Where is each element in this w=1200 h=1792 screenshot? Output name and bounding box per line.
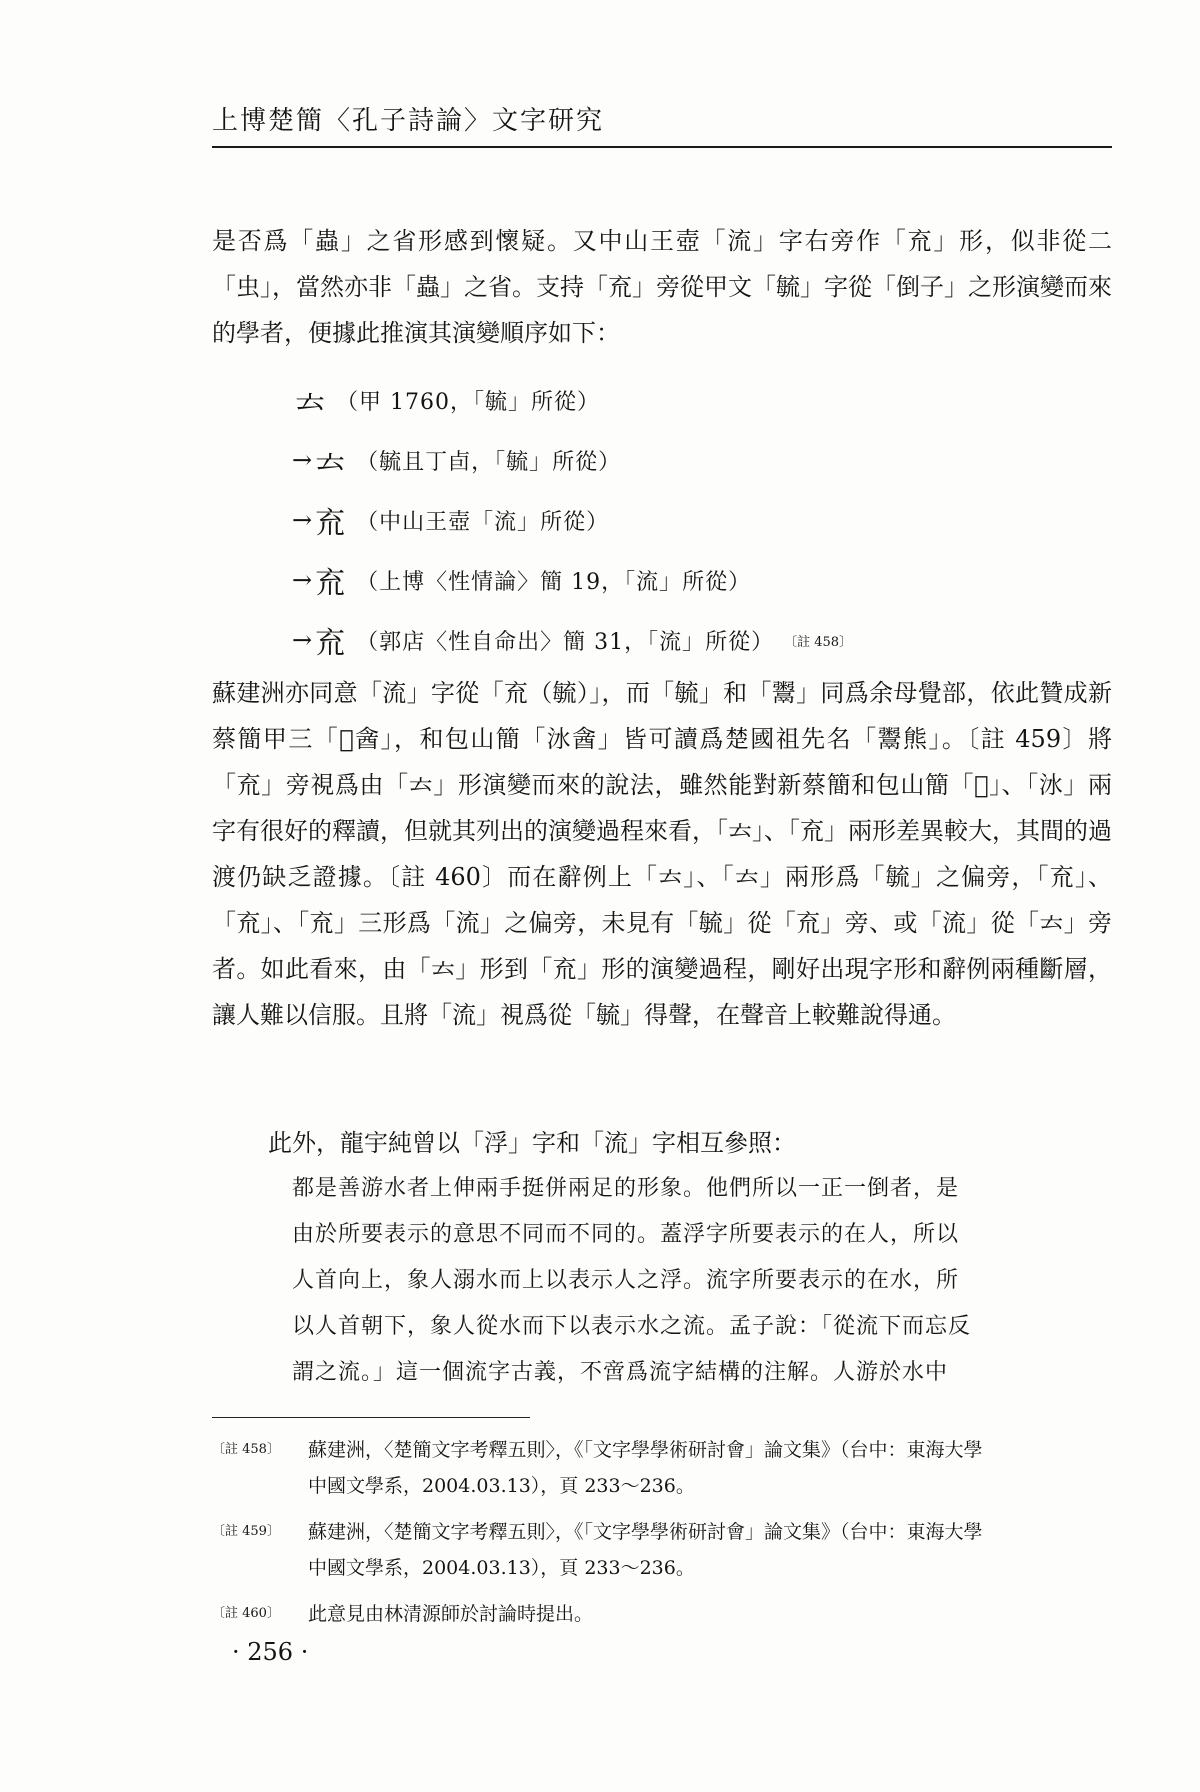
footnote-text: 此意見由林清源師於討論時提出。 — [308, 1603, 594, 1625]
quote-line: 以人首朝下，象人從水而下以表示水之流。孟子說：「從流下而忘反 — [292, 1314, 972, 1339]
sequence-caption: （甲 1760，「毓」所從） — [336, 389, 600, 415]
arrow-glyph: → — [292, 566, 313, 594]
ancient-character-glyph: 𠫓 — [295, 386, 325, 421]
footnote-mark: 〔註 460〕 — [212, 1606, 280, 1621]
footnote — [212, 1432, 1112, 1504]
ancient-character-glyph: 㐬 — [315, 626, 346, 661]
running-header — [212, 100, 1112, 137]
quote-line: 人首向上，象人溺水而上以表示人之浮。流字所要表示的在水，所 — [292, 1268, 960, 1293]
paragraph-3: 此外，龍宇純曾以「浮」字和「流」字相互參照： — [268, 1129, 796, 1157]
sequence-line — [292, 490, 1092, 550]
footnote — [212, 1514, 1112, 1586]
evolution-sequence — [292, 370, 1092, 670]
ancient-character-glyph: 㐬 — [315, 566, 346, 601]
paragraph-2: 蘇建洲亦同意「流」字從「㐬（毓）」，而「毓」和「鬻」同爲余母覺部，依此贊成新蔡簡甲三「𢼸酓」，和包山簡「𣲙酓」皆可讀爲楚國祖先名「鬻熊」。〔註 459〕將「㐬」旁視爲由「𠫓」形演變而來的說法，雖然能對新蔡簡和包山簡「𢼸」、「𣲙」兩字有很好的釋讀，但就其列出的演變過程來看，「𠫓」、「㐬」兩形差異較大，其間的過渡仍缺乏證據。〔註 460〕而在辭例上「𠫓」、「𠫓」兩形爲「毓」之偏旁，「㐬」、「㐬」、「㐬」三形爲「流」之偏旁，未見有「毓」從「㐬」旁、或「流」從「𠫓」旁者。如此看來，由「𠫓」形到「㐬」形的演變過程，剛好出現字形和辭例兩種斷層，讓人難以信服。且將「流」視爲從「毓」得聲，在聲音上較難說得通。 — [212, 679, 1112, 1029]
quote-line: 由於所要表示的意思不同而不同的。蓋浮字所要表示的在人，所以 — [292, 1222, 960, 1247]
footnote-text-continued: 中國文學系，2004.03.13），頁 233～236。 — [308, 1557, 695, 1579]
page-number: · 256 · — [232, 1638, 309, 1666]
sequence-caption: （毓且丁卣，「毓」所從） — [356, 449, 622, 475]
ancient-character-glyph: 㐬 — [315, 506, 346, 541]
running-header-title: 上博楚簡〈孔子詩論〉文字研究 — [212, 106, 605, 136]
ancient-character-glyph: 𠫓 — [315, 446, 346, 481]
footnote-text: 蘇建洲，〈楚簡文字考釋五則〉，《「文字學學術研討會」論文集》（台中：東海大學 — [308, 1521, 983, 1543]
quote-line: 謂之流。」這一個流字古義，不啻爲流字結構的注解。人游於水中 — [292, 1360, 949, 1385]
footnote — [212, 1596, 1112, 1632]
sequence-line — [292, 370, 1092, 430]
sequence-line — [292, 430, 1092, 490]
sequence-line — [292, 610, 1092, 670]
block-quote — [292, 1166, 1112, 1396]
footnote-separator — [212, 1417, 530, 1418]
footnotes — [212, 1432, 1112, 1642]
arrow-glyph: → — [292, 506, 313, 534]
sequence-caption: （中山王壺「流」所從） — [356, 509, 610, 535]
footnote-text: 蘇建洲，〈楚簡文字考釋五則〉，《「文字學學術研討會」論文集》（台中：東海大學 — [308, 1439, 983, 1461]
header-rule — [212, 146, 1112, 148]
quote-line: 都是善游水者上伸兩手挺併兩足的形象。他們所以一正一倒者，是 — [292, 1176, 960, 1201]
footnote-ref: 〔註 458〕 — [784, 634, 853, 650]
sequence-caption: （上博〈性情論〉簡 19，「流」所從） — [356, 569, 752, 595]
arrow-glyph: → — [292, 626, 313, 654]
footnote-mark: 〔註 458〕 — [212, 1442, 280, 1457]
paragraph-1: 是否爲「蟲」之省形感到懷疑。又中山王壺「流」字右旁作「㐬」形，似非從二「虫」，當然亦非「蟲」之省。支持「㐬」旁從甲文「毓」字從「倒子」之形演變而來的學者，便據此推演其演變順序如下： — [212, 227, 1112, 347]
sequence-caption: （郭店〈性自命出〉簡 31，「流」所從） — [356, 629, 775, 655]
footnote-text-continued: 中國文學系，2004.03.13），頁 233～236。 — [308, 1475, 695, 1497]
arrow-glyph: → — [292, 446, 313, 474]
footnote-mark: 〔註 459〕 — [212, 1524, 280, 1539]
sequence-line — [292, 550, 1092, 610]
